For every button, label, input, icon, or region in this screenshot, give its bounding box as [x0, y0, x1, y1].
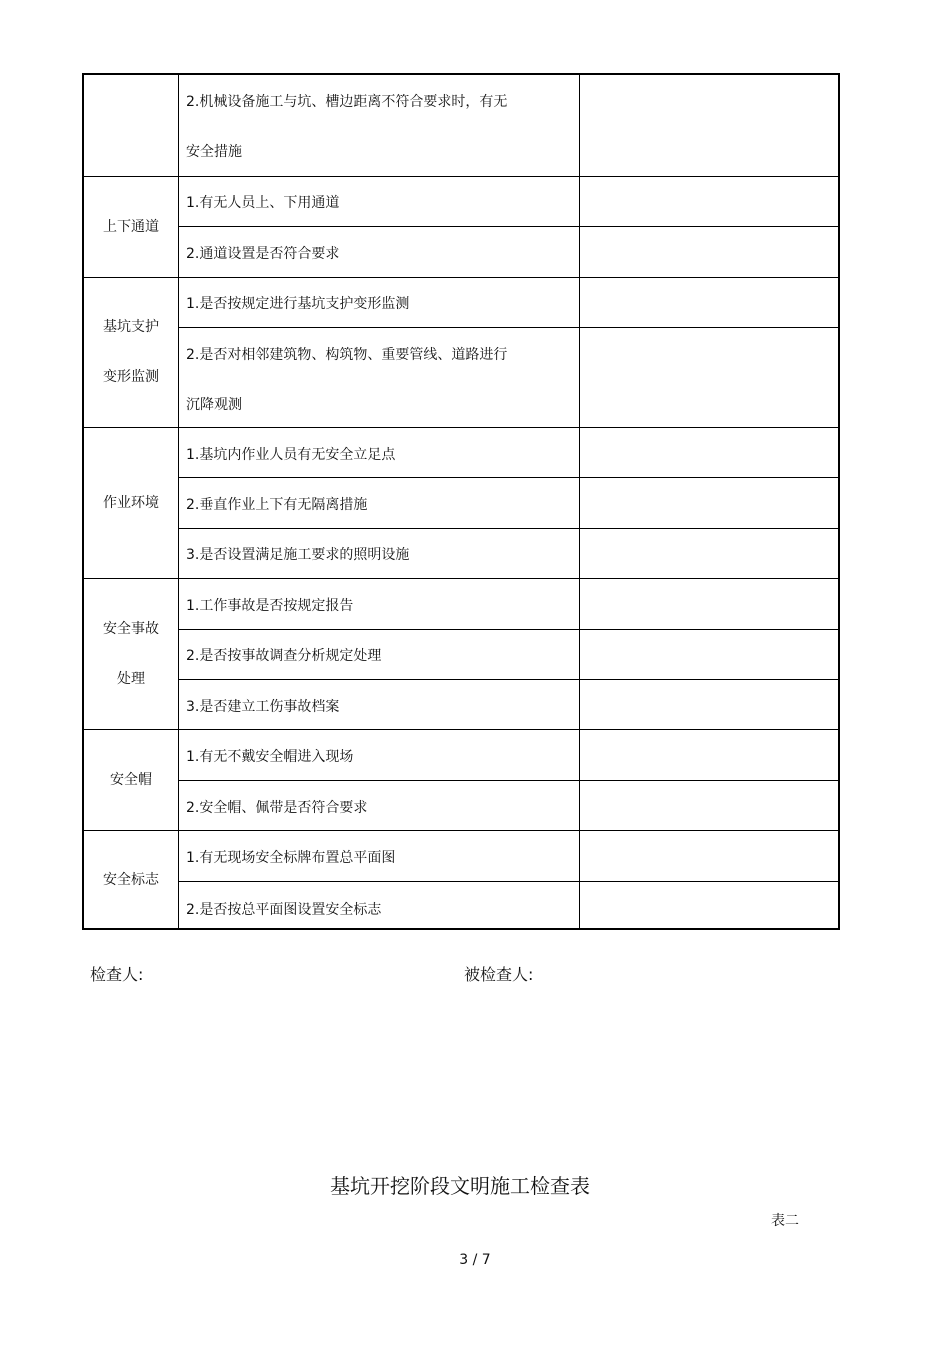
row-divider: [84, 578, 838, 579]
subrow-divider: [178, 226, 838, 227]
category-label-line: 变形监测: [103, 369, 159, 385]
item-text: 2.是否对相邻建筑物、构筑物、重要管线、道路进行: [186, 347, 508, 363]
category-cell: [84, 830, 178, 930]
category-cell: [84, 578, 178, 729]
subrow-divider: [178, 780, 838, 781]
item-text: 2.垂直作业上下有无隔离措施: [186, 497, 368, 513]
item-text: 1.有无现场安全标牌布置总平面图: [186, 850, 396, 866]
category-label: 安全标志: [103, 872, 159, 888]
category-cell: [84, 427, 178, 578]
item-text: 1.基坑内作业人员有无安全立足点: [186, 447, 396, 463]
item-text: 1.是否按规定进行基坑支护变形监测: [186, 296, 410, 312]
row-divider: [84, 427, 838, 428]
section-title: 基坑开挖阶段文明施工检查表: [330, 1174, 590, 1198]
column-divider: [579, 75, 580, 928]
item-text: 1.有无人员上、下用通道: [186, 195, 340, 211]
page-number: 3 / 7: [459, 1252, 491, 1268]
item-text: 3.是否建立工伤事故档案: [186, 699, 340, 715]
item-text: 安全措施: [186, 144, 242, 160]
subrow-divider: [178, 629, 838, 630]
item-text: 2.是否按总平面图设置安全标志: [186, 902, 382, 918]
subrow-divider: [178, 327, 838, 328]
column-divider: [178, 75, 179, 928]
category-label: 安全帽: [110, 771, 152, 788]
subrow-divider: [178, 528, 838, 529]
row-divider: [84, 176, 838, 177]
item-text: 1.有无不戴安全帽进入现场: [186, 749, 354, 765]
item-text: 3.是否设置满足施工要求的照明设施: [186, 547, 410, 563]
row-divider: [84, 729, 838, 730]
category-label-line: 基坑支护: [103, 319, 159, 335]
item-text: 1.工作事故是否按规定报告: [186, 598, 354, 614]
row-divider: [84, 830, 838, 831]
item-text: 沉降观测: [186, 397, 242, 413]
category-label-line: 安全事故: [103, 620, 159, 637]
subrow-divider: [178, 477, 838, 478]
inspection-table: [82, 73, 840, 930]
item-text: 2.安全帽、佩带是否符合要求: [186, 800, 368, 816]
category-cell: [84, 729, 178, 830]
category-cell: [84, 277, 178, 427]
item-text: 2.是否按事故调查分析规定处理: [186, 648, 382, 664]
item-text: 2.机械设备施工与坑、槽边距离不符合要求时，有无: [186, 94, 508, 110]
row-divider: [84, 277, 838, 278]
inspector-label: 检查人:: [90, 965, 144, 984]
subrow-divider: [178, 679, 838, 680]
subrow-divider: [178, 881, 838, 882]
item-text: 2.通道设置是否符合要求: [186, 246, 340, 262]
category-label: 上下通道: [103, 218, 159, 235]
category-label: 作业环境: [103, 494, 159, 511]
category-label-line: 处理: [117, 670, 145, 687]
table-number: 表二: [771, 1213, 799, 1229]
inspected-label: 被检查人:: [464, 965, 534, 984]
category-cell: [84, 176, 178, 277]
